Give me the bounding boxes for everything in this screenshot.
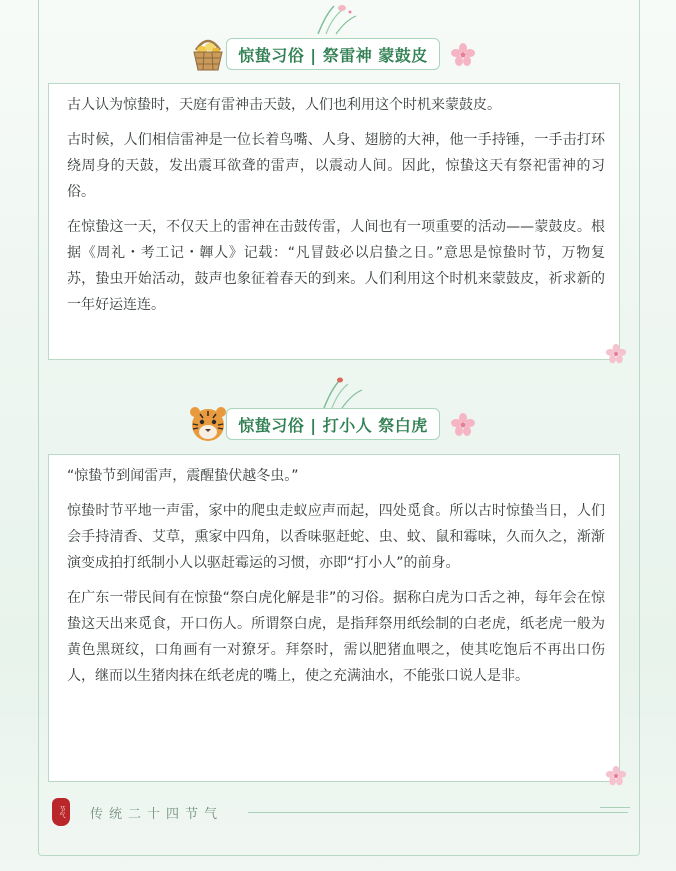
paragraph: 古时候，人们相信雷神是一位长着鸟嘴、人身、翅膀的大神，他一手持锤，一手击打环绕周身的天鼓，发出震耳欲聋的雷声，以震动人间。因此，惊蛰这天有祭祀雷神的习俗。: [67, 132, 605, 200]
section-header: [0, 10, 676, 70]
content-card: [48, 83, 620, 360]
cherry-blossom-icon: [605, 765, 627, 787]
section-header: [0, 384, 676, 444]
footer: [0, 795, 676, 835]
footer-divider: [248, 812, 628, 813]
footer-text: 传统二十四节气: [90, 807, 224, 822]
tiger-icon: [188, 404, 228, 444]
grass-sprig-icon: [318, 376, 368, 410]
paragraph: 在广东一带民间有在惊蛰“祭白虎化解是非”的习俗。据称白虎为口舌之神，每年会在惊蛰这天出来觅食，开口伤人。所谓祭白虎，是指拜祭用纸绘制的白老虎，纸老虎一般为黄色黑斑纹，口角画有一对獠牙。拜祭时，需以肥猪血喂之，使其吃饱后不再出口伤人，继而以生猪肉抹在纸老虎的嘴上，使之充满油水，不能张口说人是非。: [67, 590, 605, 684]
cherry-blossom-icon: [450, 42, 476, 68]
footer-divider: [600, 807, 630, 808]
paragraph: “惊蛰节到闻雷声，震醒蛰伏越冬虫。”: [67, 468, 299, 484]
paragraph: 在惊蛰这一天，不仅天上的雷神在击鼓传雷，人间也有一项重要的活动——蒙鼓皮。根据《周礼・考工记・韗人》记载：“凡冒鼓必以启蛰之日。”意思是惊蛰时节，万物复苏，蛰虫开始活动，鼓声也象征着春天的到来。人们利用这个时机来蒙鼓皮，祈求新的一年好运连连。: [67, 219, 605, 313]
seal-logo: 节气: [52, 798, 70, 826]
cherry-blossom-icon: [605, 343, 627, 365]
content-card: [48, 454, 620, 782]
paragraph: 惊蛰时节平地一声雷，家中的爬虫走蚁应声而起，四处觅食。所以古时惊蛰当日，人们会手持清香、艾草，熏家中四角，以香味驱赶蛇、虫、蚊、鼠和霉味，久而久之，渐渐演变成拍打纸制小人以驱赶霉运的习惯，亦即“打小人”的前身。: [67, 503, 605, 571]
section-title: 惊蛰习俗 | 祭雷神 蒙鼓皮: [226, 38, 440, 70]
cherry-blossom-icon: [450, 412, 476, 438]
basket-icon: [188, 34, 228, 74]
section-title: 惊蛰习俗 | 打小人 祭白虎: [226, 408, 440, 440]
paragraph: 古人认为惊蛰时，天庭有雷神击天鼓，人们也利用这个时机来蒙鼓皮。: [67, 97, 501, 113]
grass-sprig-icon: [312, 2, 362, 36]
